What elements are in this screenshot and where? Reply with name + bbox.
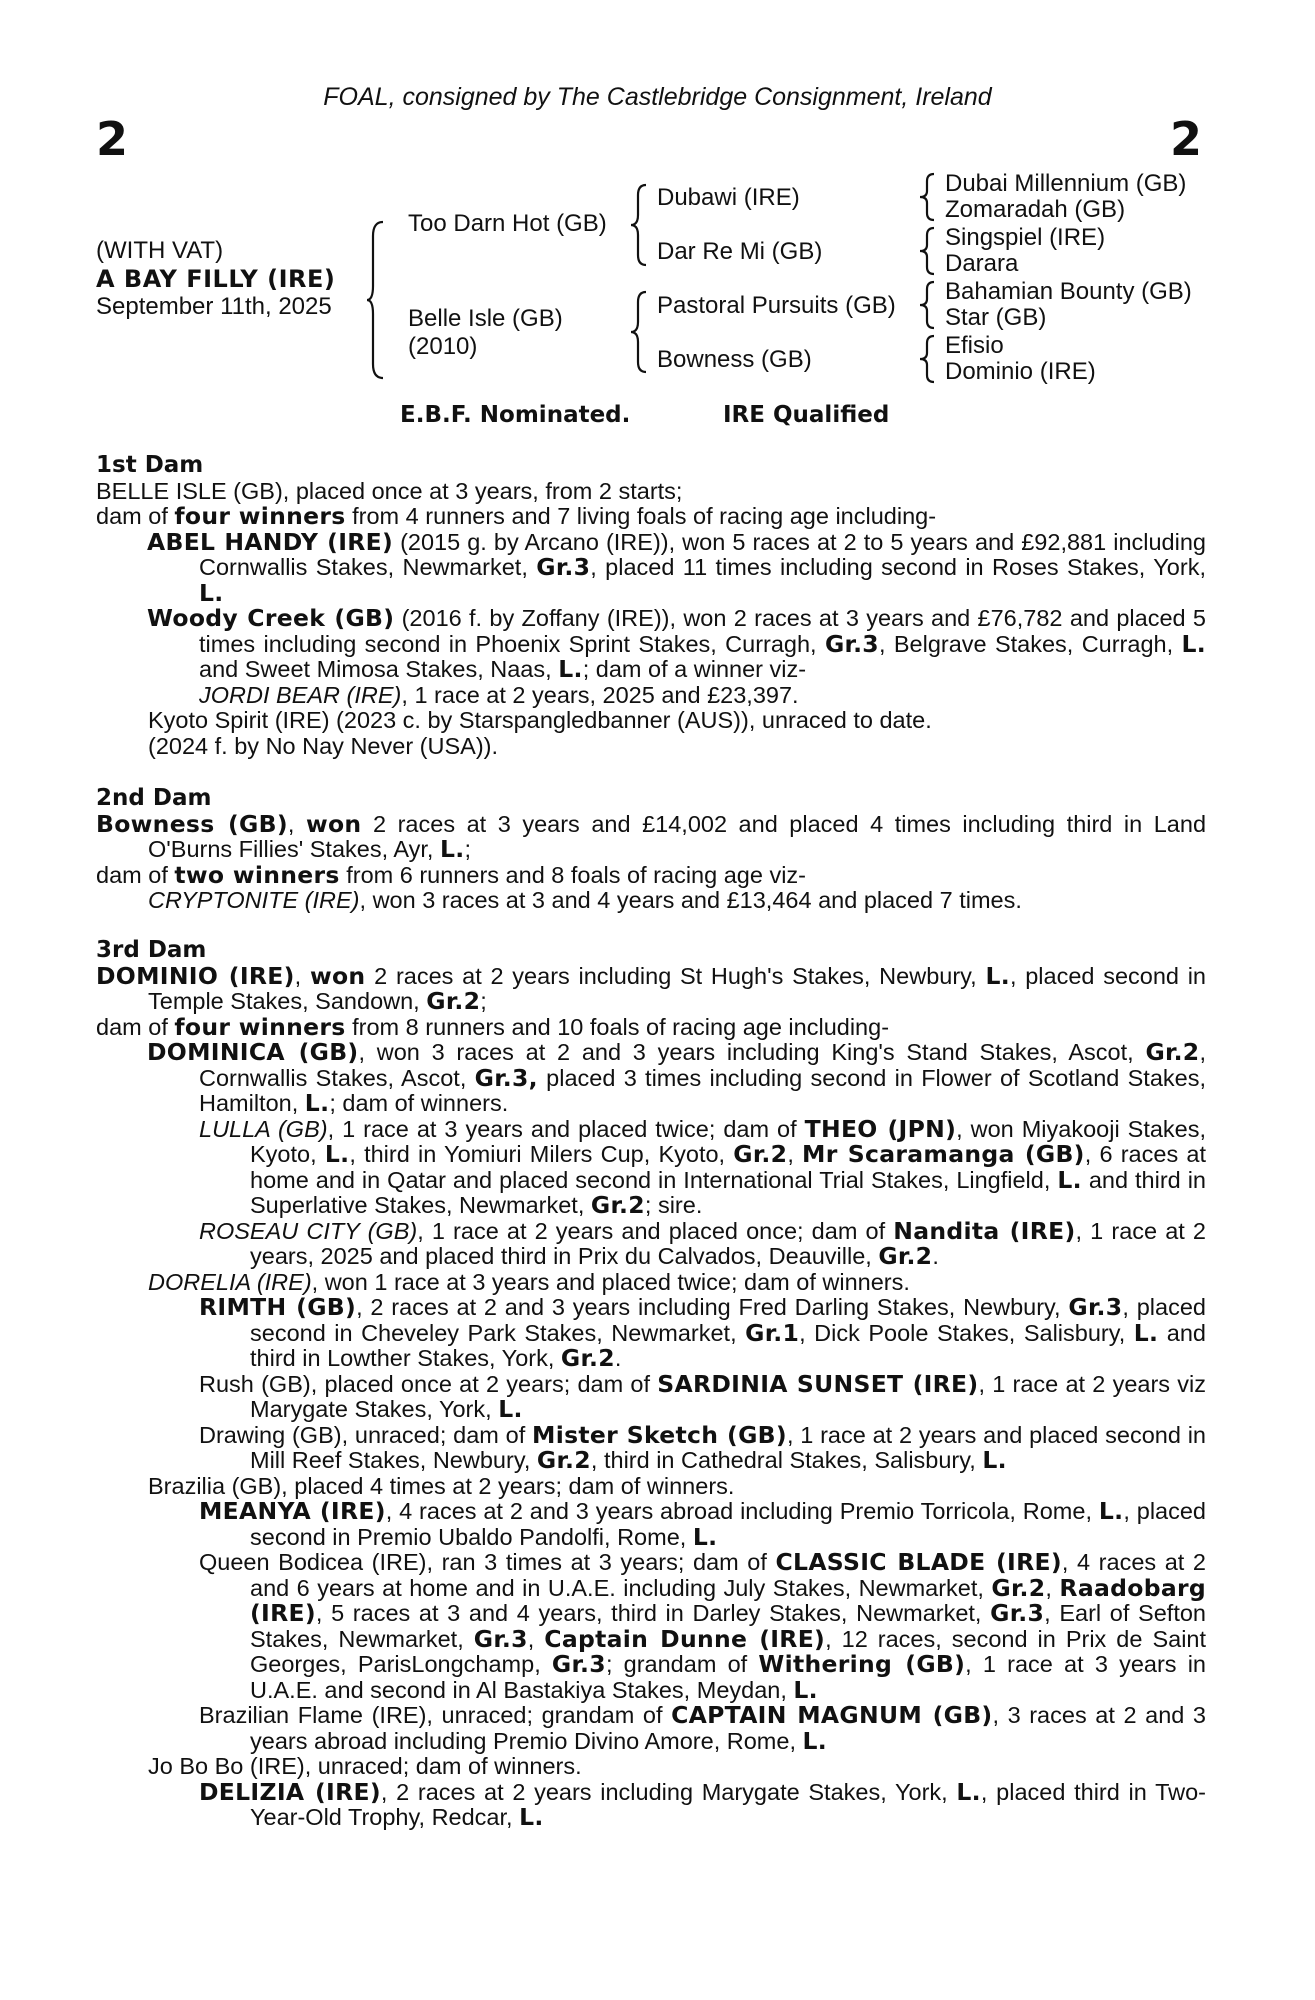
dam-dam-dam: Dominio (IRE) <box>945 358 1096 385</box>
sire-dam-sire: Singspiel (IRE) <box>945 224 1106 251</box>
dam-sire-dam: Star (GB) <box>945 304 1047 331</box>
ire-note: IRE Qualified <box>723 402 890 428</box>
entry-brazilian-flame: Brazilian Flame (IRE), unraced; grandam of CAPTAIN MAGNUM (GB), 3 races at 2 and 3 years abroad including Premio Divino Amore, Rome, L. <box>199 1701 1207 1755</box>
horse-name: Woody Creek (GB) <box>147 604 395 632</box>
first-dam-heading: 1st Dam <box>96 452 204 478</box>
second-dam-produce-summary: dam of two winners from 6 runners and 8 foals of racing age viz- <box>96 860 807 889</box>
entry-kyoto-spirit: Kyoto Spirit (IRE) (2023 c. by Starspangledbanner (AUS)), unraced to date. <box>148 707 932 733</box>
vat-label: (WITH VAT) <box>96 237 224 264</box>
sire-sire-dam: Zomaradah (GB) <box>945 196 1126 223</box>
subject-block <box>96 237 335 321</box>
entry-abel-handy: ABEL HANDY (IRE) (2015 g. by Arcano (IRE)), won 5 races at 2 to 5 years and £92,881 including Cornwallis Stakes, Newmarket, Gr.3, placed 11 times including second in Roses Stakes, York, L. <box>147 527 1206 607</box>
brace-ds <box>918 280 938 330</box>
entry-jordi-bear: JORDI BEAR (IRE), 1 race at 2 years, 2025 and £23,397. <box>199 681 799 708</box>
sire-dam-dam: Darara <box>945 250 1019 277</box>
sire-sire-sire: Dubai Millennium (GB) <box>945 170 1187 197</box>
horse-name: ABEL HANDY (IRE) <box>147 527 394 556</box>
consignment-line: FOAL, consigned by The Castlebridge Consignment, Ireland <box>323 83 992 111</box>
entry-lulla: LULLA (GB), 1 race at 3 years and placed twice; dam of THEO (JPN), won Miyakooji Stakes, Kyoto, L., third in Yomiuri Milers Cup, Kyoto, Gr.2, Mr Scaramanga (GB), 6 races at home and in Qatar and placed second in International Trial Stakes, Lingfield, L. and third in Superlative Stakes, Newmarket, Gr.2; sire. <box>199 1114 1207 1219</box>
third-dam-line: DOMINIO (IRE), won 2 races at 2 years including St Hugh's Stakes, Newbury, L., placed second in Temple Stakes, Sandown, Gr.2; <box>96 961 1206 1015</box>
lot-number-right: 2 <box>1170 112 1203 166</box>
sire-sire: Dubawi (IRE) <box>657 184 800 211</box>
brace-dam <box>628 290 650 375</box>
first-dam-line: BELLE ISLE (GB), placed once at 3 years, from 2 starts; <box>96 477 683 504</box>
entry-dominica: DOMINICA (GB), won 3 races at 2 and 3 years including King's Stand Stakes, Ascot, Gr.2, Cornwallis Stakes, Ascot, Gr.3, placed 3 times including second in Flower of Scotland Stakes, Hamilton, L.; dam of winners. <box>147 1038 1206 1117</box>
third-dam-produce-summary: dam of four winners from 8 runners and 10 foals of racing age including- <box>96 1012 890 1041</box>
second-dam-heading: 2nd Dam <box>96 785 212 811</box>
sire: Too Darn Hot (GB) <box>408 210 607 237</box>
entry-delizia: DELIZIA (IRE), 2 races at 2 years including Marygate Stakes, York, L., placed third in Two-Year-Old Trophy, Redcar, L. <box>199 1777 1206 1831</box>
brace-sd <box>918 226 938 276</box>
first-dam-produce-summary: dam of four winners from 4 runners and 7 living foals of racing age including- <box>96 502 937 530</box>
dam-sire-sire: Bahamian Bounty (GB) <box>945 278 1192 305</box>
dam-dam: Bowness (GB) <box>657 346 812 373</box>
subject-dob: September 11th, 2025 <box>96 293 332 320</box>
entry-cryptonite: CRYPTONITE (IRE), won 3 races at 3 and 4 years and £13,464 and placed 7 times. <box>148 887 1022 913</box>
entry-drawing: Drawing (GB), unraced; dam of Mister Sketch (GB), 1 race at 2 years and placed second in Mill Reef Stakes, Newbury, Gr.2, third in Cathedral Stakes, Salisbury, L. <box>199 1420 1206 1474</box>
dam-sire: Pastoral Pursuits (GB) <box>657 292 896 319</box>
dam: Belle Isle (GB) <box>408 305 563 332</box>
sire-dam: Dar Re Mi (GB) <box>657 238 823 265</box>
dam-year: (2010) <box>408 333 478 360</box>
brace-sire <box>628 183 650 268</box>
entry-rimth: RIMTH (GB), 2 races at 2 and 3 years including Fred Darling Stakes, Newbury, Gr.3, placed second in Cheveley Park Stakes, Newmarket, Gr.1, Dick Poole Stakes, Salisbury, L. and third in Lowther Stakes, York, Gr.2. <box>199 1293 1206 1372</box>
entry-rush: Rush (GB), placed once at 2 years; dam of SARDINIA SUNSET (IRE), 1 race at 2 years viz Marygate Stakes, York, L. <box>199 1369 1207 1423</box>
ebf-note: E.B.F. Nominated. <box>400 402 631 428</box>
entry-queen-bodicea: Queen Bodicea (IRE), ran 3 times at 3 years; dam of CLASSIC BLADE (IRE), 4 races at 2 and 6 years at home and in U.A.E. including July Stakes, Newmarket, Gr.2, Raadobarg (IRE), 5 races at 3 and 4 years, third in Darley Stakes, Newmarket, Gr.3, Earl of Sefton Stakes, Newmarket, Gr.3, Captain Dunne (IRE), 12 races, second in Prix de Saint Georges, ParisLongchamp, Gr.3; grandam of Withering (GB), 1 race at 3 years in U.A.E. and second in Al Bastakiya Stakes, Meydan, L. <box>199 1548 1207 1704</box>
entry-jo-bo-bo: Jo Bo Bo (IRE), unraced; dam of winners. <box>148 1753 582 1779</box>
entry-meanya: MEANYA (IRE), 4 races at 2 and 3 years abroad including Premio Torricola, Rome, L., placed second in Premio Ubaldo Pandolfi, Rome, L. <box>199 1497 1206 1551</box>
first-dam-section <box>96 453 1206 759</box>
third-dam-section <box>96 938 1206 1831</box>
third-dam-heading: 3rd Dam <box>96 937 207 963</box>
entry-roseau-city: ROSEAU CITY (GB), 1 race at 2 years and placed once; dam of Nandita (IRE), 1 race at 2 years, 2025 and placed third in Prix du Calvados, Deauville, Gr.2. <box>199 1216 1206 1270</box>
dam-dam-sire: Efisio <box>945 332 1004 359</box>
entry-dorelia: DORELIA (IRE), won 1 race at 3 years and placed twice; dam of winners. <box>148 1268 910 1295</box>
brace-subject <box>365 220 387 380</box>
second-dam-section <box>96 786 1206 914</box>
entry-2024-foal: (2024 f. by No Nay Never (USA)). <box>148 732 498 759</box>
second-dam-line: Bowness (GB), won 2 races at 3 years and £14,002 and placed 4 times including third in Land O'Burns Fillies' Stakes, Ayr, L.; <box>96 809 1207 863</box>
brace-ss <box>918 172 938 222</box>
lot-number-left: 2 <box>96 112 129 166</box>
entry-brazilia: Brazilia (GB), placed 4 times at 2 years; dam of winners. <box>148 1472 735 1499</box>
entry-woody-creek: Woody Creek (GB) (2016 f. by Zoffany (IRE)), won 2 races at 3 years and £76,782 and placed 5 times including second in Phoenix Sprint Stakes, Curragh, Gr.3, Belgrave Stakes, Curragh, L. and Sweet Mimosa Stakes, Naas, L.; dam of a winner viz- <box>147 604 1206 683</box>
subject-name: A BAY FILLY (IRE) <box>96 265 336 293</box>
brace-dd <box>918 334 938 384</box>
